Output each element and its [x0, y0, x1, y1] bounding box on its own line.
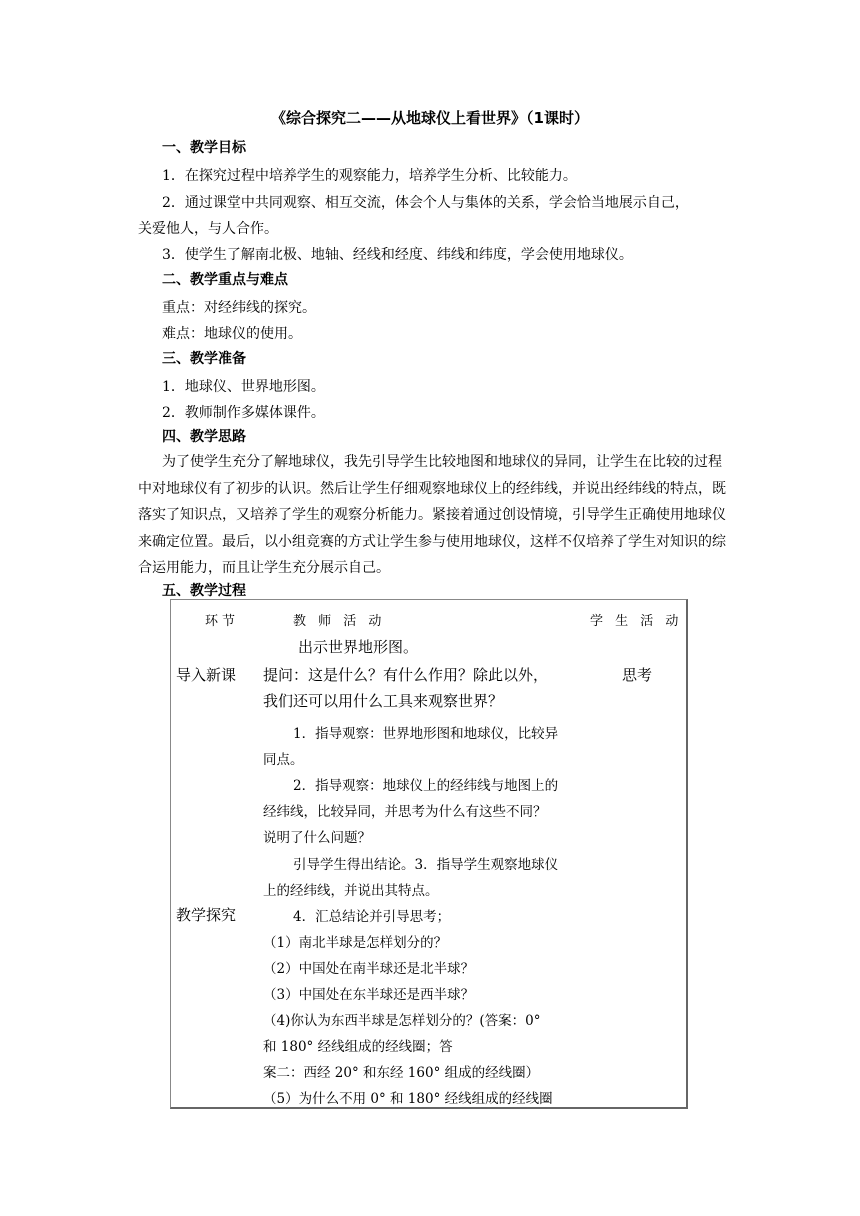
section-heading-process: 五、教学过程 [162, 583, 246, 599]
teacher-activity-line: 经纬线，比较异同，并思考为什么有这些不同？ [263, 804, 547, 820]
table-header-teacher: 教 师 活 动 [293, 614, 386, 629]
teacher-activity-line: 2．指导观察：地球仪上的经纬线与地图上的 [293, 778, 559, 794]
objective-item-continued: 关爱他人，与人合作。 [138, 221, 278, 237]
teacher-activity-line: 和 180° 经线组成的经线圈；答 [263, 1039, 453, 1055]
table-header-stage: 环节 [205, 614, 240, 629]
approach-paragraph: 为了使学生充分了解地球仪，我先引导学生比较地图和地球仪的异同，让学生在比较的过程中对地球仪有了初步的认识。然后让学生仔细观察地球仪上的经纬线，并说出经纬线的特点，既落实了知识点，又培养了学生的观察分析能力。紧接着通过创设情境，引导学生正确使用地球仪来确定位置。最后，以小组竞赛的方式让学生参与使用地球仪，这样不仅培养了学生对知识的综合运用能力，而且让学生充分展示自己。 [138, 454, 726, 576]
stage-label-intro: 导入新课 [176, 666, 237, 684]
section-heading-approach: 四、教学思路 [162, 429, 246, 445]
objective-item: 1．在探究过程中培养学生的观察能力，培养学生分析、比较能力。 [162, 168, 577, 184]
teacher-activity-line: 4．汇总结论并引导思考； [293, 909, 451, 925]
teacher-activity-line: （1）南北半球是怎样划分的？ [263, 935, 448, 951]
teacher-activity-line: 同点。 [263, 752, 304, 768]
preparation-item: 1．地球仪、世界地形图。 [162, 379, 325, 395]
teacher-activity-line: 说明了什么问题？ [263, 830, 371, 846]
teacher-activity-line: 1．指导观察：世界地形图和地球仪，比较异 [293, 726, 559, 742]
teacher-activity-line: （4)你认为东西半球是怎样划分的？(答案：0° [263, 1013, 541, 1029]
teacher-activity-line: 出示世界地形图。 [298, 638, 419, 656]
section-heading-preparation: 三、教学准备 [162, 351, 246, 367]
objective-item: 2．通过课堂中共同观察、相互交流，体会个人与集体的关系，学会恰当地展示自己， [162, 195, 689, 211]
table-header-student: 学 生 活 动 [590, 614, 683, 629]
student-activity-intro: 思考 [622, 666, 653, 684]
section-heading-key-points: 二、教学重点与难点 [162, 272, 288, 288]
section-heading-objectives: 一、教学目标 [162, 140, 246, 156]
objective-item: 3．使学生了解南北极、地轴、经线和经度、纬线和纬度，学会使用地球仪。 [162, 247, 633, 263]
teacher-activity-line: 案二：西经 20° 和东经 160° 组成的经线圈） [263, 1065, 540, 1081]
teacher-activity-line: （3）中国处在东半球还是西半球？ [263, 987, 475, 1003]
preparation-item: 2．教师制作多媒体课件。 [162, 405, 325, 421]
teacher-activity-line: 我们还可以用什么工具来观察世界？ [263, 692, 504, 710]
teacher-activity-line: （5）为什么不用 0° 和 180° 经线组成的经线圈 [263, 1091, 553, 1107]
teacher-activity-line: （2）中国处在南半球还是北半球？ [263, 961, 475, 977]
teacher-activity-line: 上的经纬线，并说出其特点。 [263, 883, 439, 899]
document-title: 《综合探究二——从地球仪上看世界》（1课时） [271, 109, 589, 127]
teacher-activity-line: 引导学生得出结论。3．指导学生观察地球仪 [293, 857, 559, 873]
teacher-activity-line: 提问：这是什么？有什么作用？除此以外， [263, 666, 549, 684]
stage-label-inquiry: 教学探究 [176, 906, 237, 924]
difficulty-item: 难点：地球仪的使用。 [162, 326, 302, 342]
key-point-item: 重点：对经纬线的探究。 [162, 300, 316, 316]
